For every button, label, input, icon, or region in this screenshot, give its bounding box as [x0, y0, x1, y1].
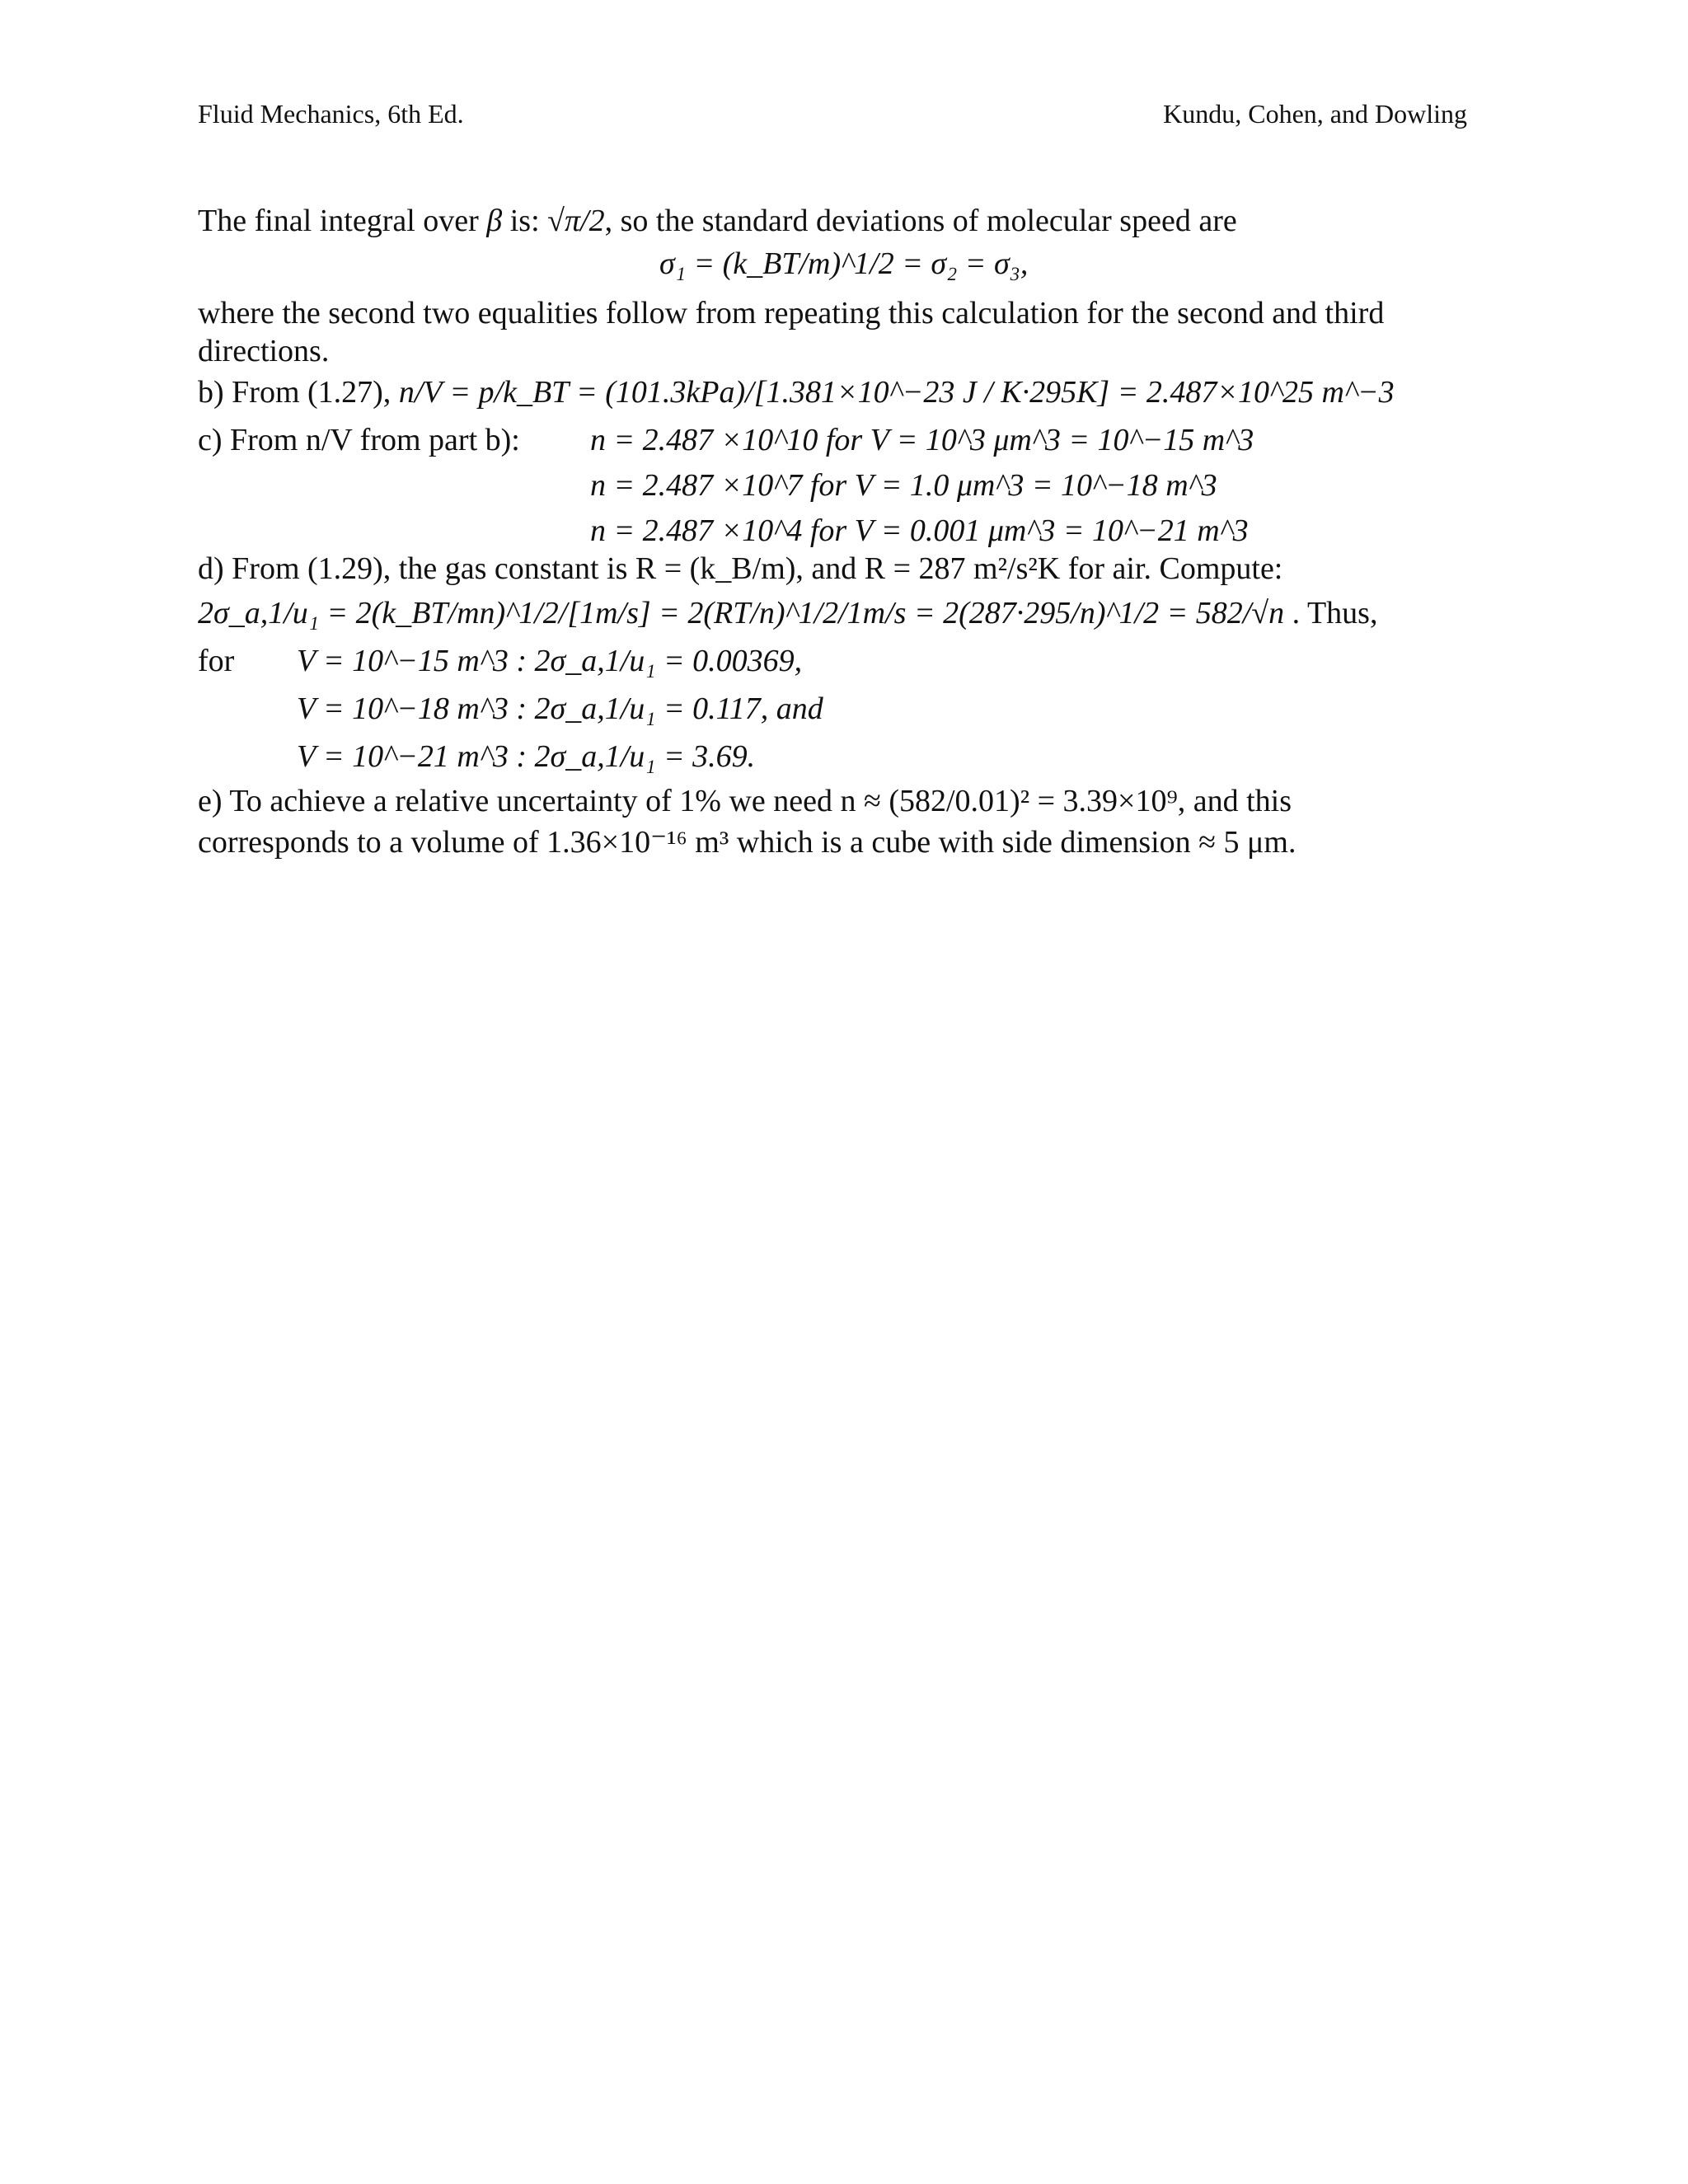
text-line-6-expr: n = 2.487 ×10^10 for V = 10^3 μm^3 = 10^−15 m^3 [590, 423, 1254, 457]
line1-suffix: , so the standard deviations of molecular speed are [604, 204, 1237, 238]
text-line-14: e) To achieve a relative uncertainty of 1% we need n ≈ (582/0.01)² = 3.39×10⁹, and this [198, 784, 1292, 818]
text-line-7-expr: n = 2.487 ×10^7 for V = 1.0 μm^3 = 10^−18 m^3 [590, 468, 1217, 503]
text-line-8-expr: n = 2.487 ×10^4 for V = 0.001 μm^3 = 10^−21 m^3 [590, 513, 1249, 548]
line1-prefix: The final integral over [198, 204, 479, 238]
equation-sigma: σ₁ = (k_BT/m)^1/2 = σ₂ = σ₃, [659, 246, 1029, 281]
text-line-11-expr: V = 10^−15 m^3 : 2σ_a,1/u₁ = 0.00369, [297, 644, 803, 678]
line10-suffix: . Thus, [1292, 596, 1378, 630]
text-line-1 [198, 201, 1237, 241]
header-left: Fluid Mechanics, 6th Ed. [198, 99, 464, 129]
text-line-13-expr: V = 10^−21 m^3 : 2σ_a,1/u₁ = 3.69. [297, 739, 756, 774]
line1-beta: β [486, 204, 503, 238]
text-line-4: directions. [198, 334, 330, 368]
text-line-6-label: c) From n/V from part b): [198, 423, 520, 457]
header-right: Kundu, Cohen, and Dowling [1163, 99, 1467, 129]
text-line-3: where the second two equalities follow from repeating this calculation for the second and third [198, 296, 1385, 330]
text-line-5 [198, 373, 1395, 412]
line5-expr: n/V = p/k_BT = (101.3kPa)/[1.381×10^−23 J / K·295K] = 2.487×10^25 m^−3 [398, 375, 1395, 410]
text-line-10 [198, 593, 1377, 633]
line1-sqrt-expr: √π/2 [547, 204, 605, 238]
text-line-11-for: for [198, 644, 235, 678]
text-line-12-expr: V = 10^−18 m^3 : 2σ_a,1/u₁ = 0.117, and [297, 691, 823, 726]
text-line-15: corresponds to a volume of 1.36×10⁻¹⁶ m³ which is a cube with side dimension ≈ 5 μm. [198, 825, 1296, 860]
text-line-9: d) From (1.29), the gas constant is R = (k_B/m), and R = 287 m²/s²K for air. Compute: [198, 551, 1283, 586]
line1-is: is: [509, 204, 540, 238]
line10-expr: 2σ_a,1/u₁ = 2(k_BT/mn)^1/2/[1m/s] = 2(RT/n)^1/2/1m/s = 2(287·295/n)^1/2 = 582/√n [198, 596, 1285, 630]
line5-prefix: b) From (1.27), [198, 375, 392, 410]
